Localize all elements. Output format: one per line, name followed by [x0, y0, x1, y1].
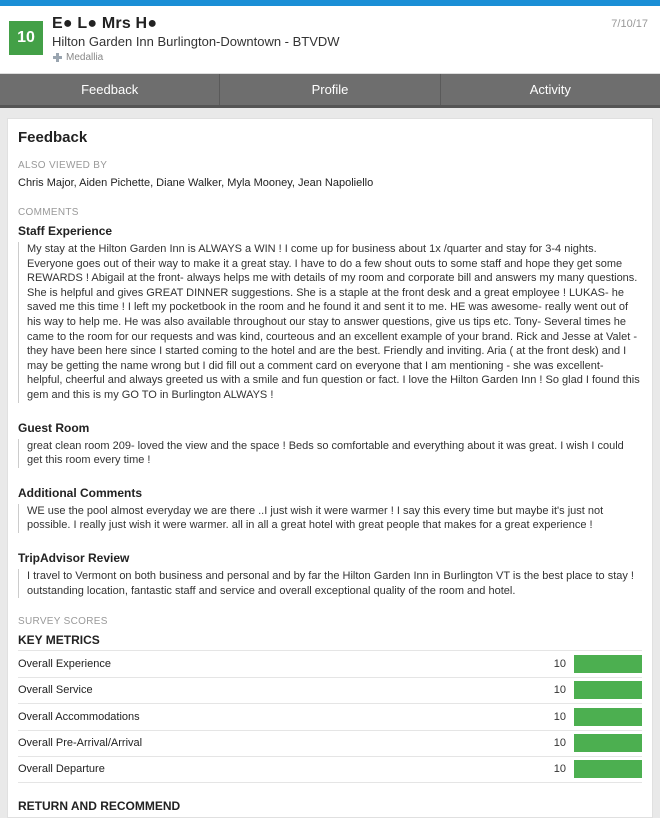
comment-staff-experience [18, 224, 642, 403]
metric-bar-track [574, 681, 642, 699]
feedback-card [7, 118, 653, 818]
comment-title: Additional Comments [18, 485, 143, 500]
metric-bar-track [574, 760, 642, 778]
comment-text: I travel to Vermont on both business and personal and by far the Hilton Garden Inn in Burlington VT is the best place to stay ! outstanding location, fantastic staff and service and overall exceptional quality of the room and hotel. [18, 569, 642, 598]
also-viewed-label: ALSO VIEWED BY [18, 160, 108, 171]
comment-title: TripAdvisor Review [18, 550, 130, 565]
metric-value: 10 [553, 710, 566, 723]
metric-bar-track [574, 734, 642, 752]
metric-bar [574, 734, 642, 752]
key-metrics-title: KEY METRICS [18, 633, 100, 648]
metric-bar-track [574, 655, 642, 673]
metric-value: 10 [553, 763, 566, 776]
response-date: 7/10/17 [611, 18, 648, 30]
comment-guest-room [18, 421, 642, 468]
comment-title: Staff Experience [18, 224, 113, 238]
comment-additional [18, 486, 642, 533]
comment-text: My stay at the Hilton Garden Inn is ALWAYS a WIN ! I come up for business about 1x /quarter and stay for 3-4 nights. Everyone goes out of their way to make it a great stay. I have to do a few shout outs to some staff and hope they get some REWARDS ! Abigail at the front- always helps me with details of my room and corporate bill and answers my many questions. She is helpful and gives GREAT DINNER suggestions. She is a staple at the front desk and a great employee ! LUKAS- he saved me this time ! I left my pocketbook in the room and he found it and sent it to me. HE was awesome- really went out of his way to help me. He was also available throughout our stay to answer questions, give us tips etc. Tony- Several times he came to the room for our requests and was kind, courteous and an excellent example of your brand. Rick and Jesse at Valet - they have been here since I started coming to the hotel and are the best. Friendly and inviting. Aria ( at the front desk) and I may be getting the name wrong but I did fill out a comment card on everyone that I am mentioning - she was excellent- helpful, cheerful and always greeted us with a smile and fun question or fact. I love the Hilton Garden Inn ! So glad I found this gem and this is my GO TO in Burlington ALWAYS ! [18, 242, 642, 403]
response-header [0, 6, 660, 74]
metric-label: Overall Pre-Arrival/Arrival [18, 737, 143, 750]
metric-row [18, 677, 642, 704]
metric-value: 10 [553, 737, 566, 750]
source [53, 52, 103, 63]
tab-profile[interactable]: Profile [220, 74, 440, 105]
metric-bar-track [574, 708, 642, 726]
comment-title: Guest Room [18, 420, 90, 435]
metric-row [18, 703, 642, 730]
metric-bar [574, 760, 642, 778]
comment-text: WE use the pool almost everyday we are there ..I just wish it were warmer ! I say this every time but maybe it's just not possible. I really just wish it were warmer. all in all a great hotel with great people that makes for a great experience ! [18, 504, 642, 533]
tab-bar [0, 74, 660, 108]
metric-value: 10 [553, 657, 566, 670]
metric-bar [574, 708, 642, 726]
score-badge: 10 [9, 21, 43, 55]
also-viewed-list: Chris Major, Aiden Pichette, Diane Walker, Myla Mooney, Jean Napoliello [18, 177, 374, 189]
metric-label: Overall Accommodations [18, 710, 140, 723]
metric-label: Overall Service [18, 684, 93, 697]
metric-row [18, 756, 642, 783]
medallia-icon [53, 53, 62, 62]
metric-value: 10 [553, 684, 566, 697]
tab-activity[interactable]: Activity [529, 82, 571, 97]
hotel-name: Hilton Garden Inn Burlington-Downtown - BTVDW [52, 34, 340, 49]
metric-bar [574, 655, 642, 673]
metric-label: Overall Departure [18, 763, 105, 776]
survey-scores-label: SURVEY SCORES [18, 616, 108, 628]
metrics-list [18, 650, 642, 783]
metric-row [18, 730, 642, 757]
comments-label: COMMENTS [18, 207, 79, 218]
metric-bar [574, 681, 642, 699]
comment-tripadvisor [18, 551, 642, 598]
card-title: Feedback [18, 129, 88, 146]
return-recommend-title: RETURN AND RECOMMEND [18, 798, 181, 813]
metric-row [18, 650, 642, 677]
tab-feedback[interactable]: Feedback [0, 74, 220, 105]
comment-text: great clean room 209- loved the view and the space ! Beds so comfortable and everything about it was great. I wish I could get this room every time ! [18, 439, 642, 468]
source-label: Medallia [66, 52, 104, 63]
guest-name: E● L● Mrs H● [52, 15, 158, 32]
metric-label: Overall Experience [18, 657, 111, 670]
